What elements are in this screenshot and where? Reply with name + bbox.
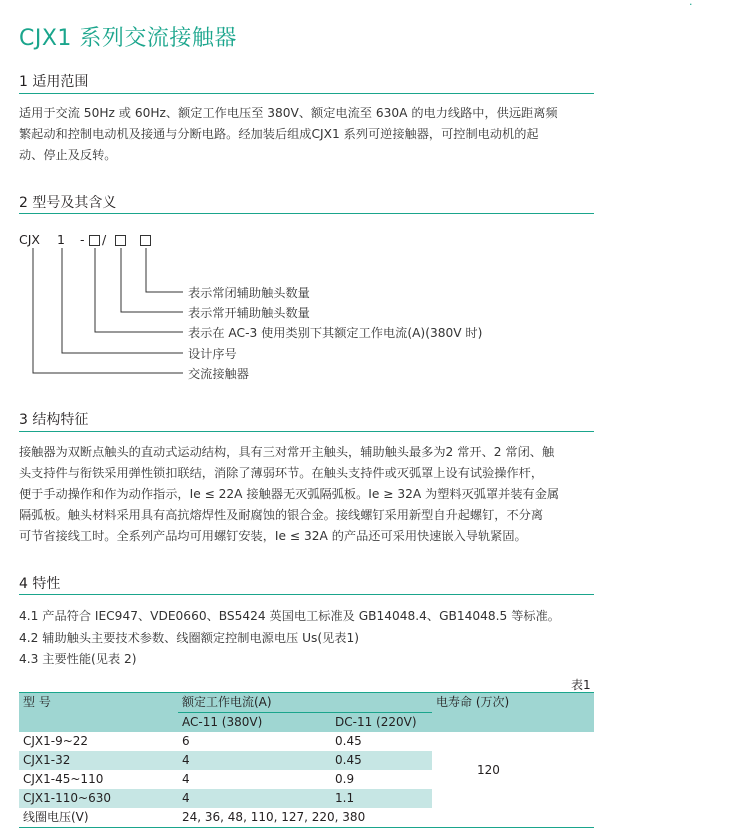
- legend-nc-count: 表示常闭辅助触头数量: [188, 286, 310, 300]
- legend-contactor-type: 交流接触器: [188, 367, 249, 381]
- text-line: 可节省接线工时。全系列产品均可用螺钉安装，Ie ≤ 32A 的产品还可采用快速嵌入导轨紧固。: [19, 529, 527, 543]
- table-coil-row: [19, 808, 594, 828]
- section-4-heading: 4 特性: [19, 576, 61, 592]
- legend-no-count: 表示常开辅助触头数量: [188, 306, 310, 320]
- table-row: [19, 732, 594, 751]
- code-slash: /: [102, 232, 107, 247]
- feature-item: 4.3 主要性能(见表 2): [19, 652, 137, 666]
- table-subheader-row: [19, 713, 594, 733]
- legend-rated-current: 表示在 AC-3 使用类别下其额定工作电流(A)(380V 时): [188, 326, 483, 340]
- text-line: 隔弧板。触头材料采用具有高抗熔焊性及耐腐蚀的银合金。接线螺钉采用新型自升起螺钉，不分离: [19, 508, 544, 522]
- table-caption: 表1: [571, 678, 591, 692]
- cell-coil-voltages: 24, 36, 48, 110, 127, 220, 380: [178, 808, 594, 828]
- cell-model: CJX1-45~110: [23, 772, 104, 786]
- cell-coil-label: 线圈电压(V): [19, 808, 178, 828]
- connector-series: [62, 248, 183, 353]
- feature-item: 4.1 产品符合 IEC947、VDE0660、BS5424 英国电工标准及 GB14048.4、GB14048.5 等标准。: [19, 609, 560, 623]
- corner-mark: ·: [689, 0, 693, 11]
- header-life: 电寿命 (万次): [432, 693, 594, 713]
- connector-current: [95, 248, 183, 332]
- cell-dc: 0.45: [335, 753, 362, 767]
- cell-model: CJX1-9~22: [23, 734, 89, 748]
- section-2-heading: 2 型号及其含义: [19, 195, 117, 211]
- cell-dc: 0.45: [335, 734, 362, 748]
- legend-design-series: 设计序号: [188, 347, 237, 361]
- header-ac11: AC-11 (380V): [182, 715, 263, 729]
- document-title: CJX1 系列交流接触器: [19, 26, 237, 51]
- text-line: 动、停止及反转。: [19, 148, 117, 162]
- connector-nc: [146, 248, 183, 292]
- connector-type: [33, 248, 183, 373]
- header-dc11: DC-11 (220V): [335, 715, 417, 729]
- cell-dc: 1.1: [335, 791, 355, 805]
- spec-table: [19, 692, 594, 828]
- text-line: 繁起动和控制电动机及接通与分断电路。经加装后组成CJX1 系列可逆接触器，可控制电动机的起: [19, 127, 539, 141]
- cell-life: 120: [432, 732, 594, 808]
- header-rated-current: 额定工作电流(A): [178, 693, 432, 713]
- cell-model: CJX1-110~630: [23, 791, 111, 805]
- cell-ac: 4: [182, 772, 190, 786]
- table-header-row: [19, 693, 594, 713]
- section-1-heading: 1 适用范围: [19, 74, 89, 90]
- header-model: 型 号: [19, 693, 178, 713]
- feature-item: 4.2 辅助触头主要技术参数、线圈额定控制电源电压 Us(见表1): [19, 631, 359, 645]
- section-3-rule: [19, 431, 594, 432]
- connector-no: [121, 248, 183, 312]
- code-prefix: CJX: [19, 232, 40, 247]
- cell-model: CJX1-32: [23, 753, 71, 767]
- header-blank: [19, 713, 178, 733]
- section-3-heading: 3 结构特征: [19, 412, 89, 428]
- code-dash: -: [80, 232, 85, 247]
- cell-ac: 4: [182, 791, 190, 805]
- cell-ac: 6: [182, 734, 190, 748]
- text-line: 接触器为双断点触头的直动式运动结构，具有三对常开主触头，辅助触头最多为2 常开、2 常闭、触: [19, 445, 555, 459]
- cell-dc: 0.9: [335, 772, 355, 786]
- code-number: 1: [57, 232, 65, 247]
- text-line: 适用于交流 50Hz 或 60Hz、额定工作电压至 380V、额定电流至 630A 的电力线路中，供远距离频: [19, 106, 558, 120]
- section-4-rule: [19, 594, 594, 595]
- cell-ac: 4: [182, 753, 190, 767]
- section-3-paragraph: [19, 442, 597, 547]
- text-line: 便于手动操作和作为动作指示，Ie ≤ 22A 接触器无灭弧隔弧板。Ie ≥ 32A 为塑料灭弧罩并装有金属: [19, 487, 560, 501]
- text-line: 头支持件与衔铁采用弹性锁扣联结，消除了薄弱环节。在触头支持件或灭弧罩上设有试验操作杆，: [19, 466, 544, 480]
- header-blank: [432, 713, 594, 733]
